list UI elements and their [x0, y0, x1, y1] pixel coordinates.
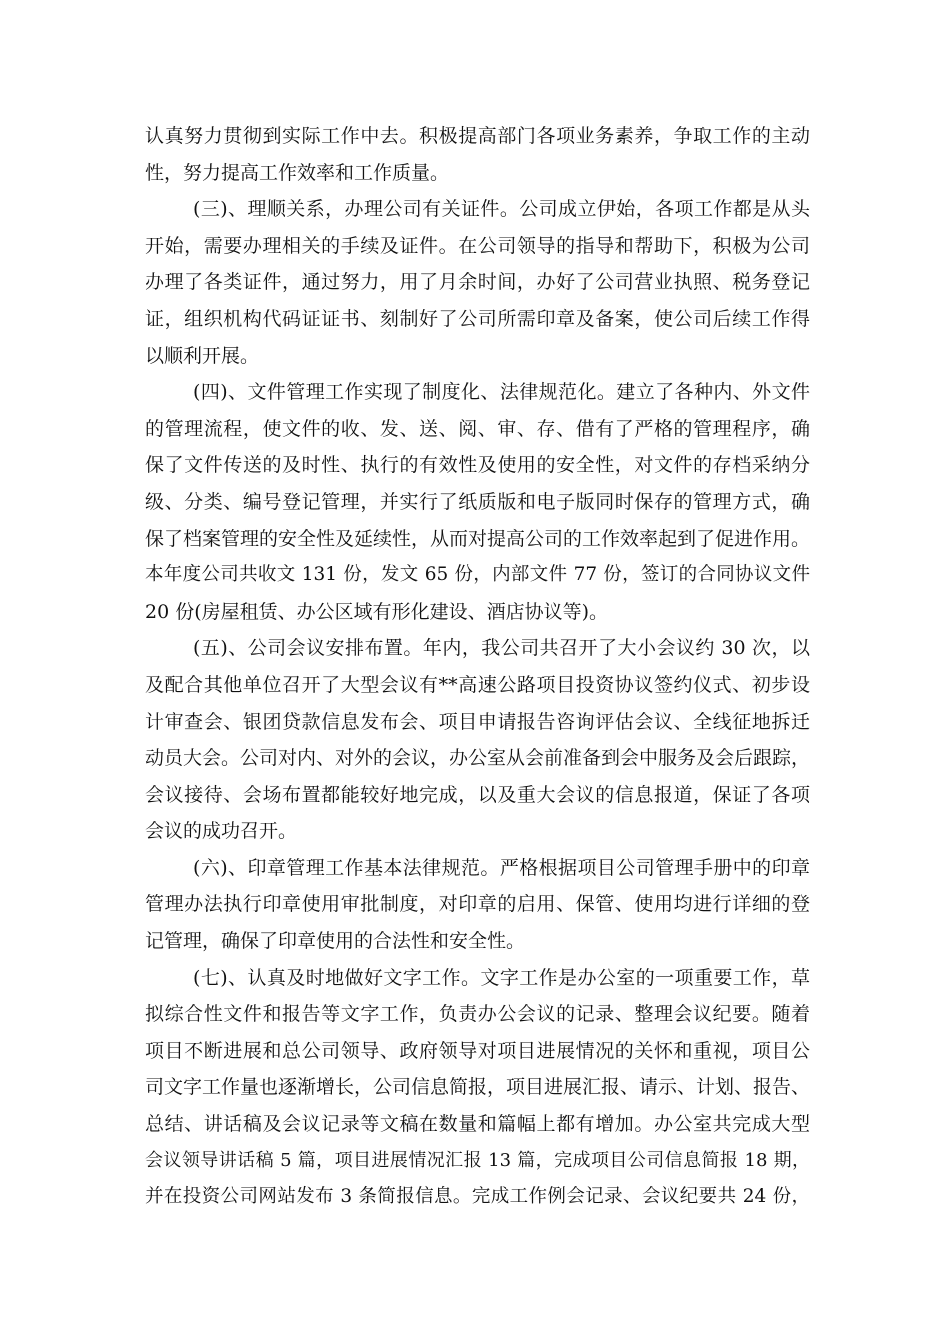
- text-line: (六)、印章管理工作基本法律规范。严格根据项目公司管理手册中的印章: [193, 856, 810, 879]
- text-line: 性，努力提高工作效率和工作质量。: [145, 161, 450, 184]
- text-line: 以顺利开展。: [145, 344, 260, 367]
- text-line: 总结、讲话稿及会议记录等文稿在数量和篇幅上都有增加。办公室共完成大型: [145, 1113, 810, 1136]
- text-line: (七)、认真及时地做好文字工作。文字工作是办公室的一项重要工作，草: [193, 966, 810, 989]
- text-line: 记管理，确保了印章使用的合法性和安全性。: [145, 930, 526, 953]
- text-line: 拟综合性文件和报告等文字工作，负责办公会议的记录、整理会议纪要。随着: [145, 1003, 810, 1026]
- text-line: (三)、理顺关系，办理公司有关证件。公司成立伊始，各项工作都是从头: [193, 198, 810, 221]
- text-line: 会议接待、会场布置都能较好地完成，以及重大会议的信息报道，保证了各项: [145, 783, 810, 806]
- text-line: 级、分类、编号登记管理，并实行了纸质版和电子版同时保存的管理方式，确: [145, 490, 810, 513]
- text-line: 20 份(房屋租赁、办公区域有形化建设、酒店协议等)。: [145, 600, 609, 623]
- text-line: 开始，需要办理相关的手续及证件。在公司领导的指导和帮助下，积极为公司: [145, 234, 810, 257]
- text-line: 证，组织机构代码证证书、刻制好了公司所需印章及备案，使公司后续工作得: [145, 307, 810, 330]
- text-line: 的管理流程，使文件的收、发、送、阅、审、存、借有了严格的管理程序，确: [145, 417, 810, 440]
- document-body: [145, 118, 810, 1216]
- text-line: 保了档案管理的安全性及延续性，从而对提高公司的工作效率起到了促进作用。: [145, 527, 810, 550]
- text-line: 及配合其他单位召开了大型会议有**高速公路项目投资协议签约仪式、初步设: [145, 673, 810, 696]
- text-line: 会议领导讲话稿 5 篇，项目进展情况汇报 13 篇，完成项目公司信息简报 18 期，: [145, 1149, 810, 1171]
- text-line: 会议的成功召开。: [145, 820, 298, 843]
- text-line: (四)、文件管理工作实现了制度化、法律规范化。建立了各种内、外文件: [193, 381, 810, 404]
- text-line: 管理办法执行印章使用审批制度，对印章的启用、保管、使用均进行详细的登: [145, 893, 810, 916]
- text-line: 项目不断进展和总公司领导、政府领导对项目进展情况的关怀和重视，项目公: [145, 1039, 810, 1062]
- text-line: (五)、公司会议安排布置。年内，我公司共召开了大小会议约 30 次，以: [193, 637, 810, 660]
- text-line: 本年度公司共收文 131 份，发文 65 份，内部文件 77 份，签订的合同协议文件: [145, 564, 810, 586]
- text-line: 办理了各类证件，通过努力，用了月余时间，办好了公司营业执照、税务登记: [145, 271, 810, 294]
- text-line: 计审查会、银团贷款信息发布会、项目申请报告咨询评估会议、全线征地拆迁: [145, 710, 810, 733]
- text-line: 保了文件传送的及时性、执行的有效性及使用的安全性，对文件的存档采纳分: [145, 454, 810, 477]
- text-line: 认真努力贯彻到实际工作中去。积极提高部门各项业务素养，争取工作的主动: [145, 125, 810, 147]
- text-line: 司文字工作量也逐渐增长，公司信息简报，项目进展汇报、请示、计划、报告、: [145, 1076, 810, 1099]
- text-line: 并在投资公司网站发布 3 条简报信息。完成工作例会记录、会议纪要共 24 份，: [145, 1186, 810, 1208]
- text-line: 动员大会。公司对内、对外的会议，办公室从会前准备到会中服务及会后跟踪，: [145, 747, 810, 770]
